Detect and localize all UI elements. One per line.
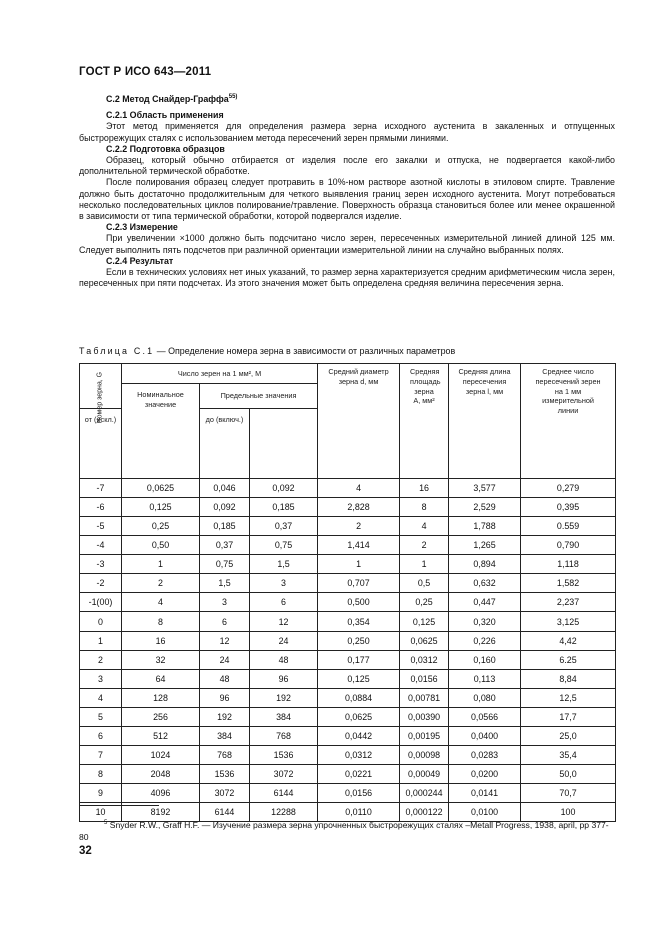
table-cell: 10 <box>80 803 122 822</box>
subsection-prep-text-1: Образец, который обычно отбирается от изделия после его закалки и отпуска, не подвергается какой-либо дополнительной термической обработке. <box>79 154 615 177</box>
table-cell: -5 <box>80 516 122 535</box>
table-cell: 0,185 <box>250 497 318 516</box>
table-cell: 2 <box>122 574 200 593</box>
table-cell: 4 <box>122 593 200 612</box>
table-cell: 0,0156 <box>318 784 400 803</box>
table-cell: 0,125 <box>318 669 400 688</box>
table-cell: 25,0 <box>521 727 616 746</box>
table-cell: 64 <box>122 669 200 688</box>
table-cell: 0,0312 <box>318 746 400 765</box>
table-row <box>80 536 616 555</box>
table-row <box>80 707 616 726</box>
table-cell: 8192 <box>122 803 200 822</box>
col-header-diameter: Средний диаметр зерна d, мм <box>318 364 400 479</box>
table-cell: 0,185 <box>200 516 250 535</box>
table-cell: 0,00098 <box>400 746 449 765</box>
table-cell: 0,0625 <box>400 631 449 650</box>
table-cell: 5 <box>80 707 122 726</box>
table-cell: 2 <box>400 536 449 555</box>
table-cell: 0,354 <box>318 612 400 631</box>
table-cell: 6.25 <box>521 650 616 669</box>
table-cell: 0,177 <box>318 650 400 669</box>
table-cell: 3072 <box>250 765 318 784</box>
table-cell: 1,788 <box>449 516 521 535</box>
table-cell: 0 <box>80 612 122 631</box>
table-cell: 0.559 <box>521 516 616 535</box>
table-cell: 3 <box>80 669 122 688</box>
table-cell: 0,125 <box>400 612 449 631</box>
table-row <box>80 727 616 746</box>
table-cell: 4 <box>318 478 400 497</box>
table-cell: 0,632 <box>449 574 521 593</box>
table-cell: 0,0156 <box>400 669 449 688</box>
table-cell: 2,237 <box>521 593 616 612</box>
col-header-nominal: Номинальное значение <box>122 384 200 479</box>
table-cell: 0,046 <box>200 478 250 497</box>
table-cell: 1,5 <box>200 574 250 593</box>
table-cell: 0,125 <box>122 497 200 516</box>
table-cell: 0,092 <box>200 497 250 516</box>
col-header-from: от (искл.) <box>80 408 122 478</box>
table-cell: 0,226 <box>449 631 521 650</box>
table-row <box>80 650 616 669</box>
table-cell: 0,25 <box>122 516 200 535</box>
col-header-to: до (включ.) <box>200 408 250 478</box>
table-cell: 70,7 <box>521 784 616 803</box>
table-cell: 9 <box>80 784 122 803</box>
grain-size-table <box>79 363 616 822</box>
table-cell: 1 <box>318 555 400 574</box>
table-cell: 2,529 <box>449 497 521 516</box>
table-cell: 0,160 <box>449 650 521 669</box>
table-cell: 0,25 <box>400 593 449 612</box>
table-row <box>80 612 616 631</box>
table-row <box>80 765 616 784</box>
subsection-prep-title: С.2.2 Подготовка образцов <box>106 143 225 154</box>
table-cell: 24 <box>200 650 250 669</box>
table-cell: 0,75 <box>250 536 318 555</box>
table-cell: 3072 <box>200 784 250 803</box>
table-cell: 48 <box>200 669 250 688</box>
table-cell: 1024 <box>122 746 200 765</box>
table-cell: 1 <box>80 631 122 650</box>
section-content <box>79 92 615 289</box>
table-cell: 0,113 <box>449 669 521 688</box>
table-cell: 32 <box>122 650 200 669</box>
table-cell: 16 <box>400 478 449 497</box>
table-cell: 192 <box>250 688 318 707</box>
table-row <box>80 631 616 650</box>
table-cell: 0,75 <box>200 555 250 574</box>
table-cell: 0,790 <box>521 536 616 555</box>
table-cell: 6 <box>200 612 250 631</box>
table-cell: 0,0283 <box>449 746 521 765</box>
table-cell: 12 <box>200 631 250 650</box>
table-cell: 2 <box>80 650 122 669</box>
col-header-per-mm: Среднее число пересечений зерен на 1 мм измерительной линии <box>521 364 616 479</box>
table-cell: 4,42 <box>521 631 616 650</box>
table-cell: 0,00390 <box>400 707 449 726</box>
table-caption <box>79 346 455 356</box>
page-number: 32 <box>79 845 92 857</box>
table-cell: 0,000122 <box>400 803 449 822</box>
table-cell: 1,582 <box>521 574 616 593</box>
subsection-scope-title: С.2.1 Область применения <box>106 110 224 121</box>
table-cell: 24 <box>250 631 318 650</box>
col-header-length: Средняя длина пересечения зерна l, мм <box>449 364 521 479</box>
table-cell: 768 <box>200 746 250 765</box>
table-row <box>80 497 616 516</box>
table-cell: -6 <box>80 497 122 516</box>
table-cell: 0,279 <box>521 478 616 497</box>
table-cell: 0,0625 <box>122 478 200 497</box>
table-cell: 35,4 <box>521 746 616 765</box>
table-caption-label: Таблица С.1 <box>79 346 155 356</box>
table-cell: 0,0400 <box>449 727 521 746</box>
table-cell: 8,84 <box>521 669 616 688</box>
table-row <box>80 574 616 593</box>
footnote-text: Snyder R.W., Graff H.F. — Изучение размера зерна упрочненных быстрорежущих сталях –Metall Progress, 1938, april, pp 377-80 <box>79 819 609 842</box>
table-cell: 8 <box>400 497 449 516</box>
table-cell: 12288 <box>250 803 318 822</box>
table-cell: 0,0141 <box>449 784 521 803</box>
table-cell: 6144 <box>200 803 250 822</box>
table-row <box>80 784 616 803</box>
table-cell: 2,828 <box>318 497 400 516</box>
table-caption-text: — Определение номера зерна в зависимости от различных параметров <box>154 346 456 356</box>
table-cell: 4 <box>400 516 449 535</box>
table-cell: 0,00049 <box>400 765 449 784</box>
table-cell: 0,092 <box>250 478 318 497</box>
table-cell: 0,0312 <box>400 650 449 669</box>
col-header-count-group: Число зерен на 1 мм², M <box>122 364 318 384</box>
col-header-limits: Предельные значения <box>200 384 318 409</box>
footnote <box>79 817 615 843</box>
table-cell: 1536 <box>200 765 250 784</box>
table-cell: 0,080 <box>449 688 521 707</box>
table-cell: 384 <box>200 727 250 746</box>
table-cell: 48 <box>250 650 318 669</box>
table-row <box>80 555 616 574</box>
table-cell: 2 <box>318 516 400 535</box>
table-cell: 17,7 <box>521 707 616 726</box>
table-cell: 2048 <box>122 765 200 784</box>
table-cell: 1,5 <box>250 555 318 574</box>
table-cell: 1,265 <box>449 536 521 555</box>
table-cell: 1 <box>122 555 200 574</box>
table-cell: 16 <box>122 631 200 650</box>
table-cell: 12 <box>250 612 318 631</box>
footnote-ref[interactable]: 55) <box>228 94 238 100</box>
subsection-measure-text: При увеличении ×1000 должно быть подсчитано число зерен, пересеченных измерительной линией длиной 125 мм. Следует выполнить пять подсчетов при различной ориентации измерительной линии на случайно выбранных полях. <box>79 233 615 255</box>
table-cell: -7 <box>80 478 122 497</box>
table-cell: 0,00195 <box>400 727 449 746</box>
table-cell: 192 <box>200 707 250 726</box>
table-row <box>80 593 616 612</box>
table-cell: 0,0110 <box>318 803 400 822</box>
table-cell: 3,125 <box>521 612 616 631</box>
table-cell: 0,707 <box>318 574 400 593</box>
subsection-result-title: С.2.4 Результат <box>106 255 174 266</box>
table-cell: -3 <box>80 555 122 574</box>
table-cell: 256 <box>122 707 200 726</box>
table-cell: 3 <box>200 593 250 612</box>
table-cell: 512 <box>122 727 200 746</box>
table-cell: 6144 <box>250 784 318 803</box>
table-cell: 96 <box>200 688 250 707</box>
footnote-mark: 5 <box>104 820 108 826</box>
table-cell: 6 <box>250 593 318 612</box>
table-cell: 1 <box>400 555 449 574</box>
page-header: ГОСТ Р ИСО 643—2011 <box>79 66 212 78</box>
table-cell: -4 <box>80 536 122 555</box>
table-cell: 50,0 <box>521 765 616 784</box>
table-cell: 0,250 <box>318 631 400 650</box>
section-heading-text: С.2 Метод Снайдер-Граффа <box>106 93 229 104</box>
table-cell: 0,5 <box>400 574 449 593</box>
table-cell: 7 <box>80 746 122 765</box>
table-cell: 0,894 <box>449 555 521 574</box>
subsection-scope-text: Этот метод применяется для определения размера зерна исходного аустенита в закаленных и отпущенных быстрорежущих сталях с использованием метода пересечений зерен прямыми линиями. <box>79 121 615 143</box>
table-cell: 4096 <box>122 784 200 803</box>
subsection-result-text: Если в технических условиях нет иных указаний, то размер зерна характеризуется средним арифметическим числа зерен, пересеченных при пяти подсчетах. Из этого значения может быть определена средняя величина пересечения зерна. <box>79 267 615 289</box>
table-cell: 1,414 <box>318 536 400 555</box>
table-cell: 0,37 <box>200 536 250 555</box>
table-cell: 128 <box>122 688 200 707</box>
table-cell: 8 <box>80 765 122 784</box>
table-cell: 0,0100 <box>449 803 521 822</box>
table-cell: 100 <box>521 803 616 822</box>
table-row <box>80 688 616 707</box>
table-cell: 384 <box>250 707 318 726</box>
table-cell: 0,0625 <box>318 707 400 726</box>
table-cell: 0,320 <box>449 612 521 631</box>
section-heading <box>106 92 615 105</box>
table-cell: 0,0884 <box>318 688 400 707</box>
table-cell: 0,0442 <box>318 727 400 746</box>
table-cell: -1(00) <box>80 593 122 612</box>
table-cell: 3,577 <box>449 478 521 497</box>
table-cell: 8 <box>122 612 200 631</box>
table-cell: 96 <box>250 669 318 688</box>
table-body <box>80 478 616 822</box>
table-cell: 0,37 <box>250 516 318 535</box>
table-cell: 0,500 <box>318 593 400 612</box>
table-cell: 0,395 <box>521 497 616 516</box>
table-cell: -2 <box>80 574 122 593</box>
footnote-divider <box>79 805 159 806</box>
table-cell: 3 <box>250 574 318 593</box>
table-cell: 0,50 <box>122 536 200 555</box>
table-row <box>80 746 616 765</box>
table-cell: 4 <box>80 688 122 707</box>
col-header-area: Средняя площадь зерна A, мм² <box>400 364 449 479</box>
table-cell: 1,118 <box>521 555 616 574</box>
table-cell: 0,0566 <box>449 707 521 726</box>
table-row <box>80 516 616 535</box>
table-cell: 0,00781 <box>400 688 449 707</box>
table-row <box>80 669 616 688</box>
table-cell: 1536 <box>250 746 318 765</box>
table-cell: 6 <box>80 727 122 746</box>
col-header-grain-number: Номер зерна, G <box>80 364 122 409</box>
table-cell: 768 <box>250 727 318 746</box>
subsection-measure-title: С.2.3 Измерение <box>106 222 178 233</box>
table-cell: 0,447 <box>449 593 521 612</box>
table-cell: 0,0221 <box>318 765 400 784</box>
table-cell: 12,5 <box>521 688 616 707</box>
subsection-prep-text-2: После полирования образец следует протравить в 10%-ном растворе азотной кислоты в этиловом спирте. Травление должно быть достаточно продолжительным для четкого выявления границ зерен исходного аустенита. Могут потребоваться несколько последовательных циклов полирование/травление. Поверхность образца становиться более или менее окрашенной в зависимости от типа термической обработки, которой подвергался изделие. <box>79 177 615 221</box>
table-cell: 0,0200 <box>449 765 521 784</box>
table-row <box>80 478 616 497</box>
table-cell: 0,000244 <box>400 784 449 803</box>
